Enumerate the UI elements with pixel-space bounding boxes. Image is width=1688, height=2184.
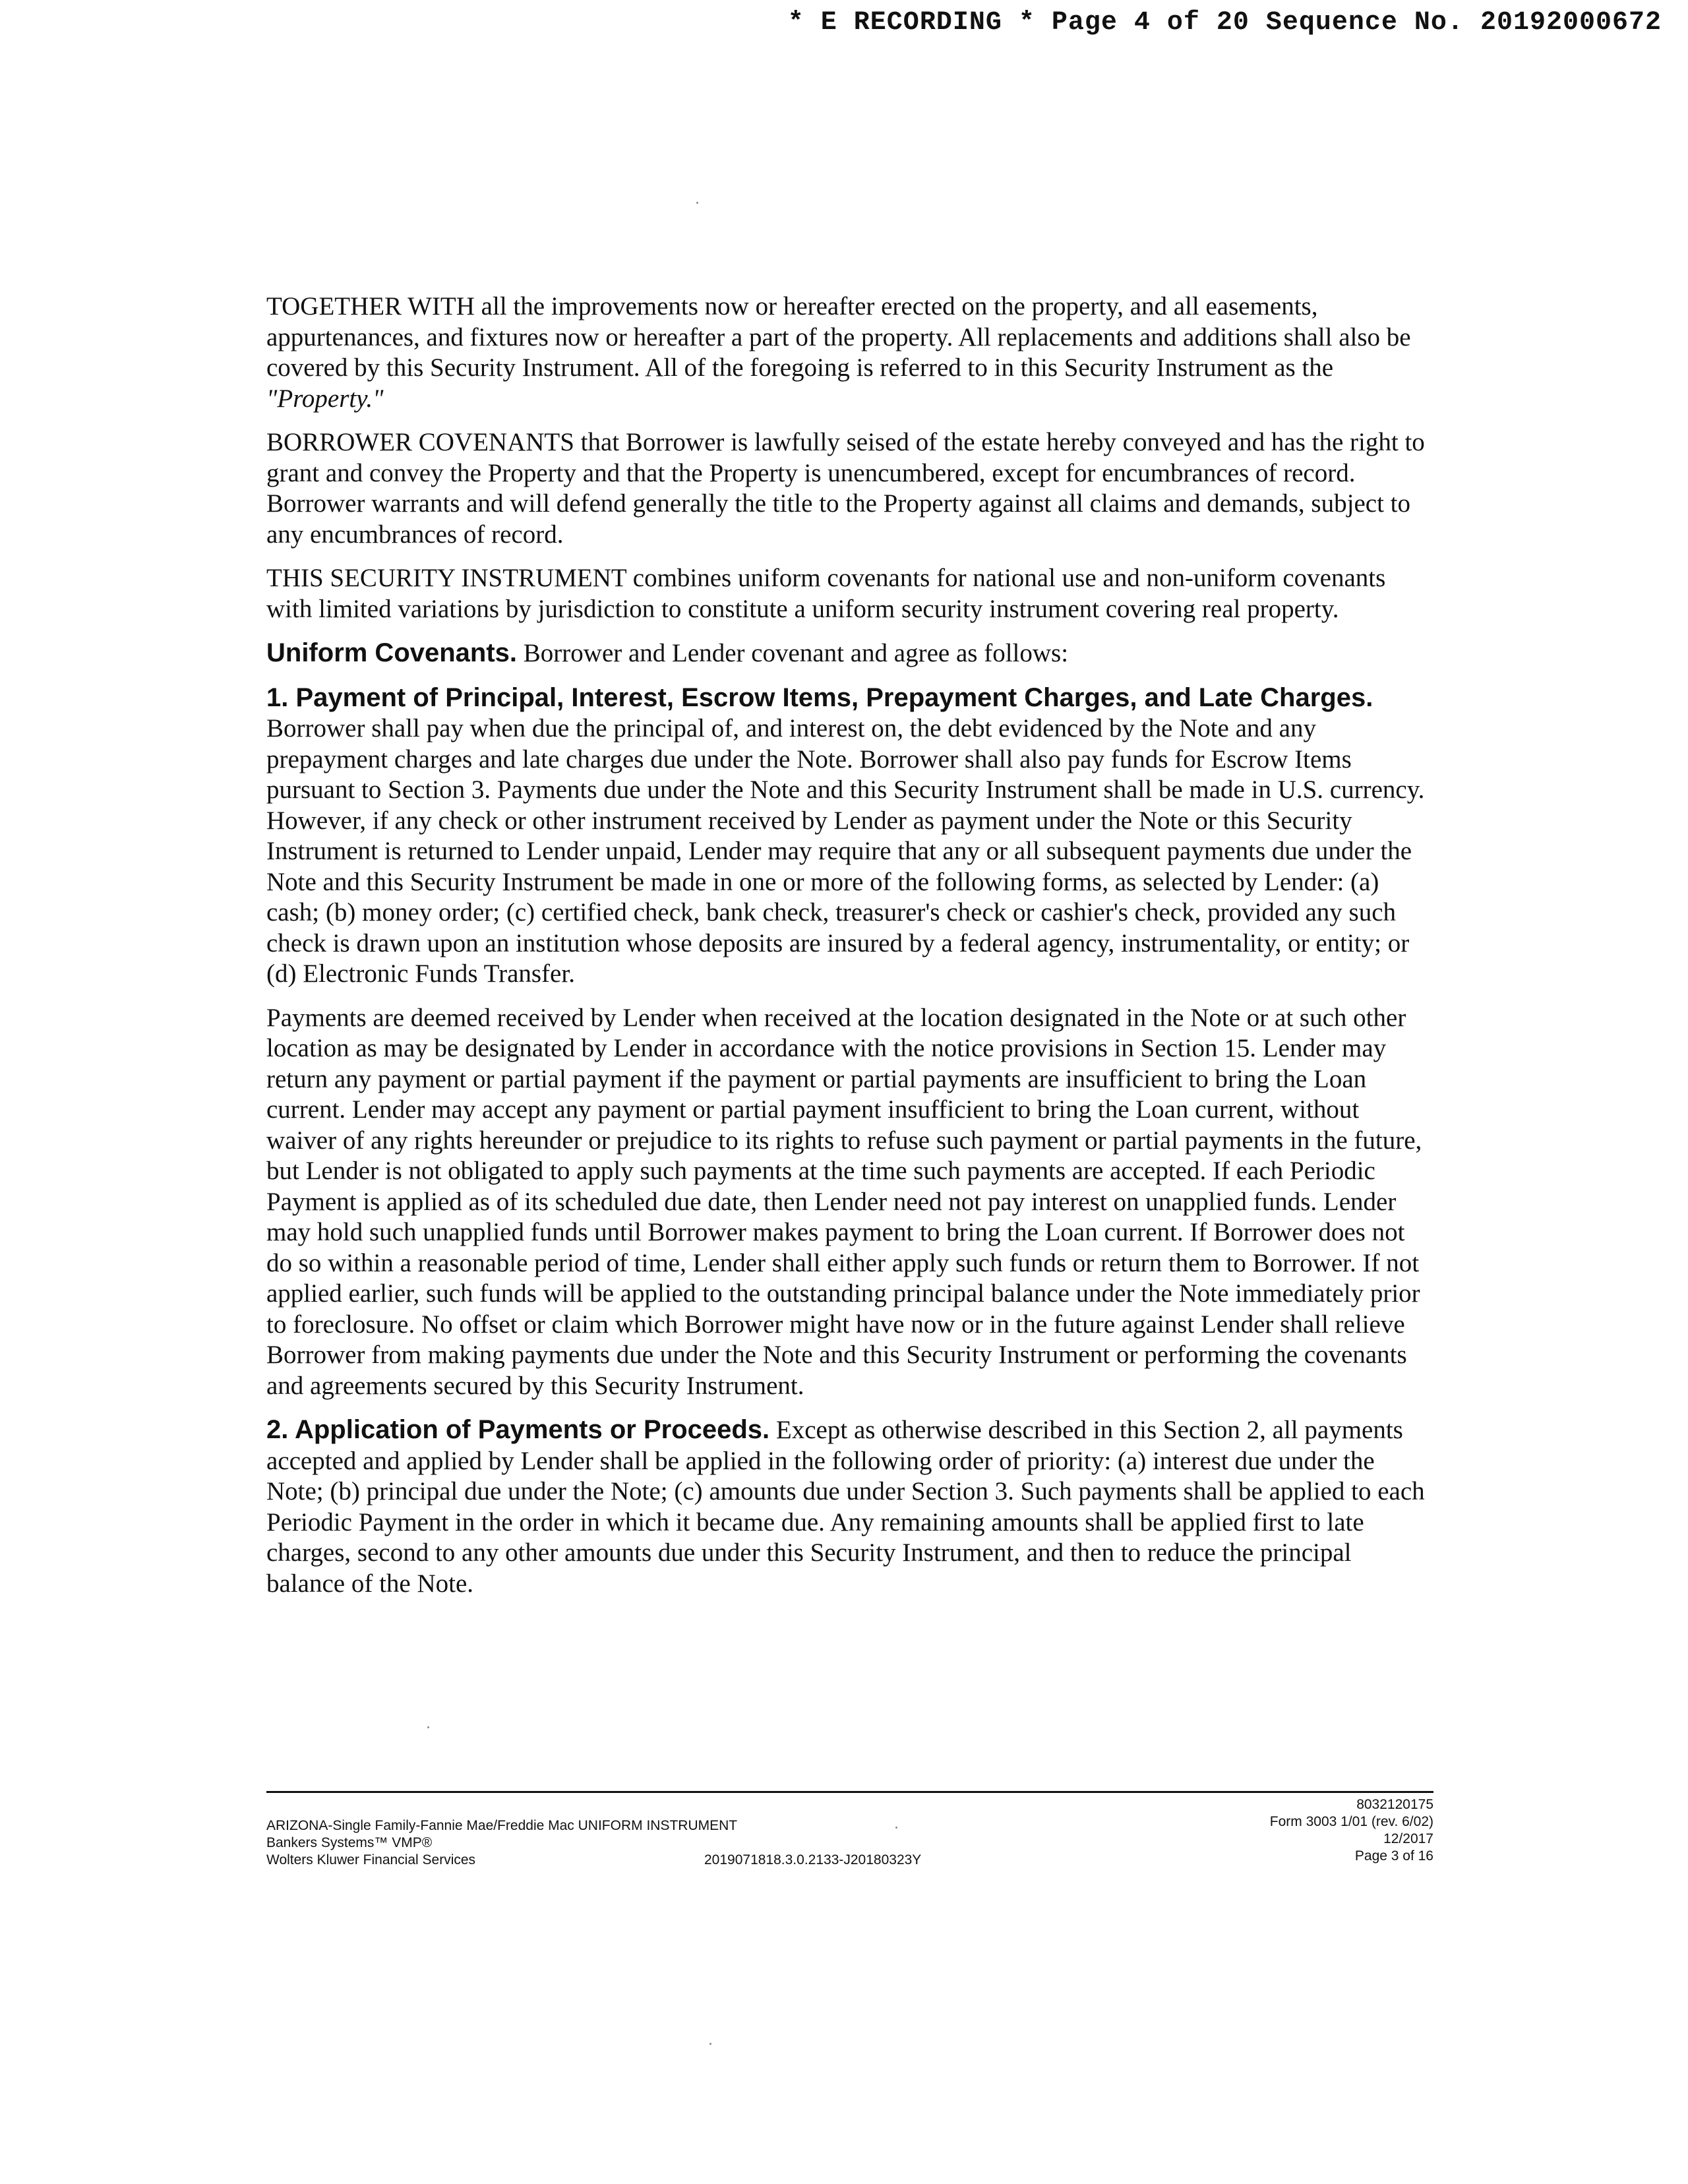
section-1-paragraph (266, 682, 1433, 990)
uniform-covenants-paragraph (266, 638, 1433, 669)
footer-date: 12/2017 (1383, 1831, 1433, 1846)
recording-stamp: * E RECORDING * Page 4 of 20 Sequence No. 20192000672 (787, 8, 1662, 38)
section-1-heading: 1. Payment of Principal, Interest, Escrow Items, Prepayment Charges, and Late Charges. (266, 682, 1373, 712)
section-2-paragraph (266, 1414, 1433, 1599)
section-2-heading: 2. Application of Payments or Proceeds. (266, 1415, 770, 1444)
footer-document-id: 2019071818.3.0.2133-J20180323Y (704, 1852, 922, 1867)
security-instrument-paragraph: THIS SECURITY INSTRUMENT combines uniform covenants for national use and non-uniform covenants with limited variations by jurisdiction to constitute a uniform security instrument covering real property. (266, 564, 1386, 623)
footer-form-title: ARIZONA-Single Family-Fannie Mae/Freddie Mac UNIFORM INSTRUMENT (266, 1818, 738, 1833)
footer-form-number: Form 3003 1/01 (rev. 6/02) (1269, 1814, 1433, 1829)
section-1-text: Borrower shall pay when due the principal of, and interest on, the debt evidenced by the Note and any prepayment charges and late charges due under the Note. Borrower shall also pay funds for Escrow Items pursuant to Section 3. Payments due under the Note and this Security Instrument shall be made in U.S. currency. However, if any check or other instrument received by Lender as payment under the Note or this Security Instrument is returned to Lender unpaid, Lender may require that any or all subsequent payments due under the Note and this Security Instrument be made in one or more of the following forms, as selected by Lender: (a) cash; (b) money order; (c) certified check, bank check, treasurer's check or cashier's check, provided any such check is drawn upon an institution whose deposits are insured by a federal agency, instrumentality, or entity; or (d) Electronic Funds Transfer. (266, 714, 1425, 988)
footer-divider (266, 1791, 1433, 1793)
uniform-covenants-text: Borrower and Lender covenant and agree as follows: (517, 639, 1069, 667)
scan-speck (696, 202, 698, 204)
together-with-paragraph (266, 291, 1433, 414)
payments-received-paragraph: Payments are deemed received by Lender when received at the location designated in the Note or at such other location as may be designated by Lender in accordance with the notice provisions in Section 15. Lender may return any payment or partial payment if the payment or partial payments are insufficient to bring the Loan current. Lender may accept any payment or partial payment insufficient to bring the Loan current, without waiver of any rights hereunder or prejudice to its rights to refuse such payment or partial payments in the future, but Lender is not obligated to apply such payments at the time such payments are accepted. If each Periodic Payment is applied as of its scheduled due date, then Lender need not pay interest on unapplied funds. Lender may hold such unapplied funds until Borrower makes payment to bring the Loan current. If Borrower does not do so within a reasonable period of time, Lender shall either apply such funds or return them to Borrower. If not applied earlier, such funds will be applied to the outstanding principal balance under the Note immediately prior to foreclosure. No offset or claim which Borrower might have now or in the future against Lender shall relieve Borrower from making payments due under the Note and this Security Instrument or performing the covenants and agreements secured by this Security Instrument. (266, 1003, 1422, 1400)
footer-right (1270, 1796, 1433, 1865)
borrower-covenants-paragraph: BORROWER COVENANTS that Borrower is lawfully seised of the estate hereby conveyed and has the right to grant and convey the Property and that the Property is unencumbered, except for encumbrances of record. Borrower warrants and will defend generally the title to the Property against all claims and demands, subject to any encumbrances of record. (266, 428, 1425, 549)
footer-publisher: Bankers Systems™ VMP® (266, 1835, 433, 1850)
footer-left (266, 1817, 737, 1869)
scan-speck (895, 1827, 897, 1829)
footer-page-number: Page 3 of 16 (1354, 1848, 1433, 1864)
document-body (266, 291, 1433, 1612)
together-with-text: TOGETHER WITH all the improvements now or hereafter erected on the property, and all easements, appurtenances, and fixtures now or hereafter a part of the property. All replacements and additions shall also be covered by this Security Instrument. All of the foregoing is referred to in this Security Instrument as the (266, 292, 1411, 382)
footer-company: Wolters Kluwer Financial Services (266, 1852, 476, 1867)
property-term: "Property." (266, 384, 384, 413)
scan-speck (427, 1726, 429, 1728)
section-2-text: Except as otherwise described in this Section 2, all payments accepted and applied by Lender shall be applied in the following order of priority: (a) interest due under the Note; (b) principal due under the Note; (c) amounts due under Section 3. Such payments shall be applied to each Periodic Payment in the order in which it became due. Any remaining amounts shall be applied first to late charges, second to any other amounts due under this Security Instrument, and then to reduce the principal balance of the Note. (266, 1416, 1425, 1598)
footer-loan-number: 8032120175 (1356, 1797, 1433, 1812)
uniform-covenants-heading: Uniform Covenants. (266, 638, 518, 667)
scan-speck (709, 2043, 711, 2045)
